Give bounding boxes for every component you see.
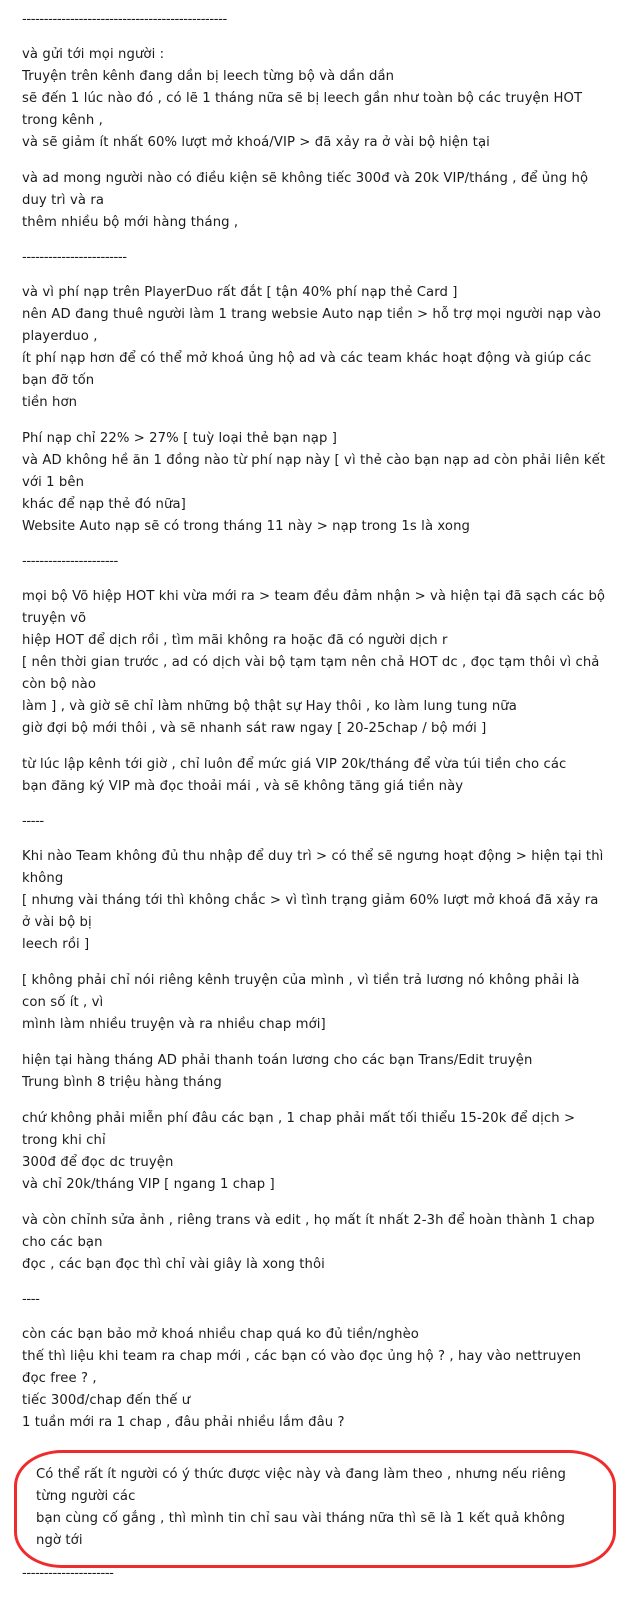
text-line: còn các bạn bảo mở khoá nhiều chap quá ko đủ tiền/nghèo: [22, 1327, 419, 1342]
text-line: đọc , các bạn đọc thì chỉ vài giây là xong thôi: [22, 1257, 325, 1272]
text-line: 300đ để đọc dc truyện: [22, 1155, 174, 1170]
text-line: và ad mong người nào có điều kiện sẽ không tiếc 300đ và 20k VIP/tháng , để ủng hộ duy trì và ra: [22, 171, 593, 208]
text-line: mọi bộ Võ hiệp HOT khi vừa mới ra > team đều đảm nhận > và hiện tại đã sạch các bộ truyện võ: [22, 589, 610, 626]
text-line: mình làm nhiều truyện và ra nhiều chap mới]: [22, 1017, 326, 1032]
paragraph-support: [22, 168, 606, 234]
text-line: Trung bình 8 triệu hàng tháng: [22, 1075, 222, 1090]
text-line: bạn đăng ký VIP mà đọc thoải mái , và sẽ không tăng giá tiền này: [22, 779, 464, 794]
paragraph-cost: [22, 1108, 606, 1196]
text-line: tiếc 300đ/chap đến thế ư: [22, 1393, 191, 1408]
paragraph-fees: [22, 428, 610, 538]
text-line: giờ đợi bộ mới thôi , và sẽ nhanh sát raw ngay [ 20-25chap / bộ mới ]: [22, 721, 487, 736]
text-line: [ không phải chỉ nói riêng kênh truyện của mình , vì tiền trả lương nó không phải là con số ít , vì: [22, 973, 584, 1010]
paragraph-complain: [22, 1324, 606, 1434]
text-line: khác để nạp thẻ đó nữa]: [22, 497, 186, 512]
text-line: Phí nạp chỉ 22% > 27% [ tuỳ loại thẻ bạn nạp ]: [22, 431, 337, 446]
text-line: chứ không phải miễn phí đâu các bạn , 1 chap phải mất tối thiểu 15-20k để dịch > trong khi chỉ: [22, 1111, 580, 1148]
separator: ------------------------: [22, 250, 127, 265]
text-line: và còn chỉnh sửa ảnh , riêng trans và edit , họ mất ít nhất 2-3h để hoàn thành 1 chap cho các bạn: [22, 1213, 600, 1250]
text-line: và sẽ giảm ít nhất 60% lượt mở khoá/VIP > đã xảy ra ở vài bộ hiện tại: [22, 135, 490, 150]
text-line: làm ] , và giờ sẽ chỉ làm những bộ thật sự Hay thôi , ko làm lung tung nữa: [22, 699, 517, 714]
paragraph-not-only: [22, 970, 606, 1036]
separator-top: -----------------------------------------------: [22, 12, 227, 27]
text-line: thêm nhiều bộ mới hàng tháng ,: [22, 215, 239, 230]
separator: -----: [22, 814, 44, 829]
separator: ----------------------: [22, 554, 118, 569]
separator-bottom-block: [22, 1564, 606, 1584]
text-line: Truyện trên kênh đang dần bị leech từng bộ và dần dần: [22, 69, 395, 84]
paragraph-intro: [22, 44, 606, 154]
text-line: leech rồi ]: [22, 937, 90, 952]
separator-top-block: [22, 10, 606, 30]
text-line: tiền hơn: [22, 395, 78, 410]
paragraph-price: [22, 754, 606, 798]
highlighted-note: [22, 1450, 606, 1562]
paragraph-playerduo: [22, 282, 606, 414]
text-line: Website Auto nạp sẽ có trong tháng 11 này > nạp trong 1s là xong: [22, 519, 471, 534]
text-line: và vì phí nạp trên PlayerDuo rất đắt [ tận 40% phí nạp thẻ Card ]: [22, 285, 458, 300]
text-line: sẽ đến 1 lúc nào đó , có lẽ 1 tháng nữa sẽ bị leech gần như toàn bộ các truyện HOT trong kênh ,: [22, 91, 587, 128]
separator: ----: [22, 1292, 40, 1307]
text-line: thế thì liệu khi team ra chap mới , các bạn có vào đọc ủng hộ ? , hay vào nettruyen đọc free ? ,: [22, 1349, 586, 1386]
text-line: Khi nào Team không đủ thu nhập để duy trì > có thể sẽ ngưng hoạt động > hiện tại thì không: [22, 849, 608, 886]
paragraph-salary: [22, 1050, 606, 1094]
text-line: từ lúc lập kênh tới giờ , chỉ luôn để mức giá VIP 20k/tháng để vừa túi tiền cho các: [22, 757, 567, 772]
separator-bottom: ---------------------: [22, 1566, 114, 1581]
text-line: và AD không hề ăn 1 đồng nào từ phí nạp này [ vì thẻ cào bạn nạp ad còn phải liên kết với 1 bên: [22, 453, 610, 490]
separator-block-4: [22, 1290, 606, 1310]
paragraph-edit: [22, 1210, 606, 1276]
text-line: 1 tuần mới ra 1 chap , đâu phải nhiều lắm đâu ?: [22, 1415, 345, 1430]
text-line: hiện tại hàng tháng AD phải thanh toán lương cho các bạn Trans/Edit truyện: [22, 1053, 533, 1068]
text-line: ít phí nạp hơn để có thể mở khoá ủng hộ ad và các team khác hoạt động và giúp các bạn đỡ tốn: [22, 351, 596, 388]
text-line: Có thể rất ít người có ý thức được việc này và đang làm theo , nhưng nếu riêng từng người các: [36, 1467, 571, 1504]
text-line: và gửi tới mọi người :: [22, 47, 165, 62]
paragraph-income: [22, 846, 606, 956]
text-line: bạn cùng cố gắng , thì mình tin chỉ sau vài tháng nữa thì sẽ là 1 kết quả không ngờ tới: [36, 1511, 570, 1548]
paragraph-vohiep: [22, 586, 610, 740]
separator-block-3: [22, 812, 606, 832]
text-line: [ nên thời gian trước , ad có dịch vài bộ tạm tạm nên chả HOT dc , đọc tạm thôi vì chả còn bộ nào: [22, 655, 604, 692]
text-line: nên AD đang thuê người làm 1 trang websie Auto nạp tiền > hỗ trợ mọi người nạp vào playerduo ,: [22, 307, 606, 344]
text-line: hiệp HOT để dịch rồi , tìm mãi không ra hoặc đã có người dịch r: [22, 633, 448, 648]
text-line: [ nhưng vài tháng tới thì không chắc > vì tình trạng giảm 60% lượt mở khoá đã xảy ra ở vài bộ bị: [22, 893, 603, 930]
text-line: và chỉ 20k/tháng VIP [ ngang 1 chap ]: [22, 1177, 275, 1192]
separator-block-1: [22, 248, 606, 268]
separator-block-2: [22, 552, 606, 572]
